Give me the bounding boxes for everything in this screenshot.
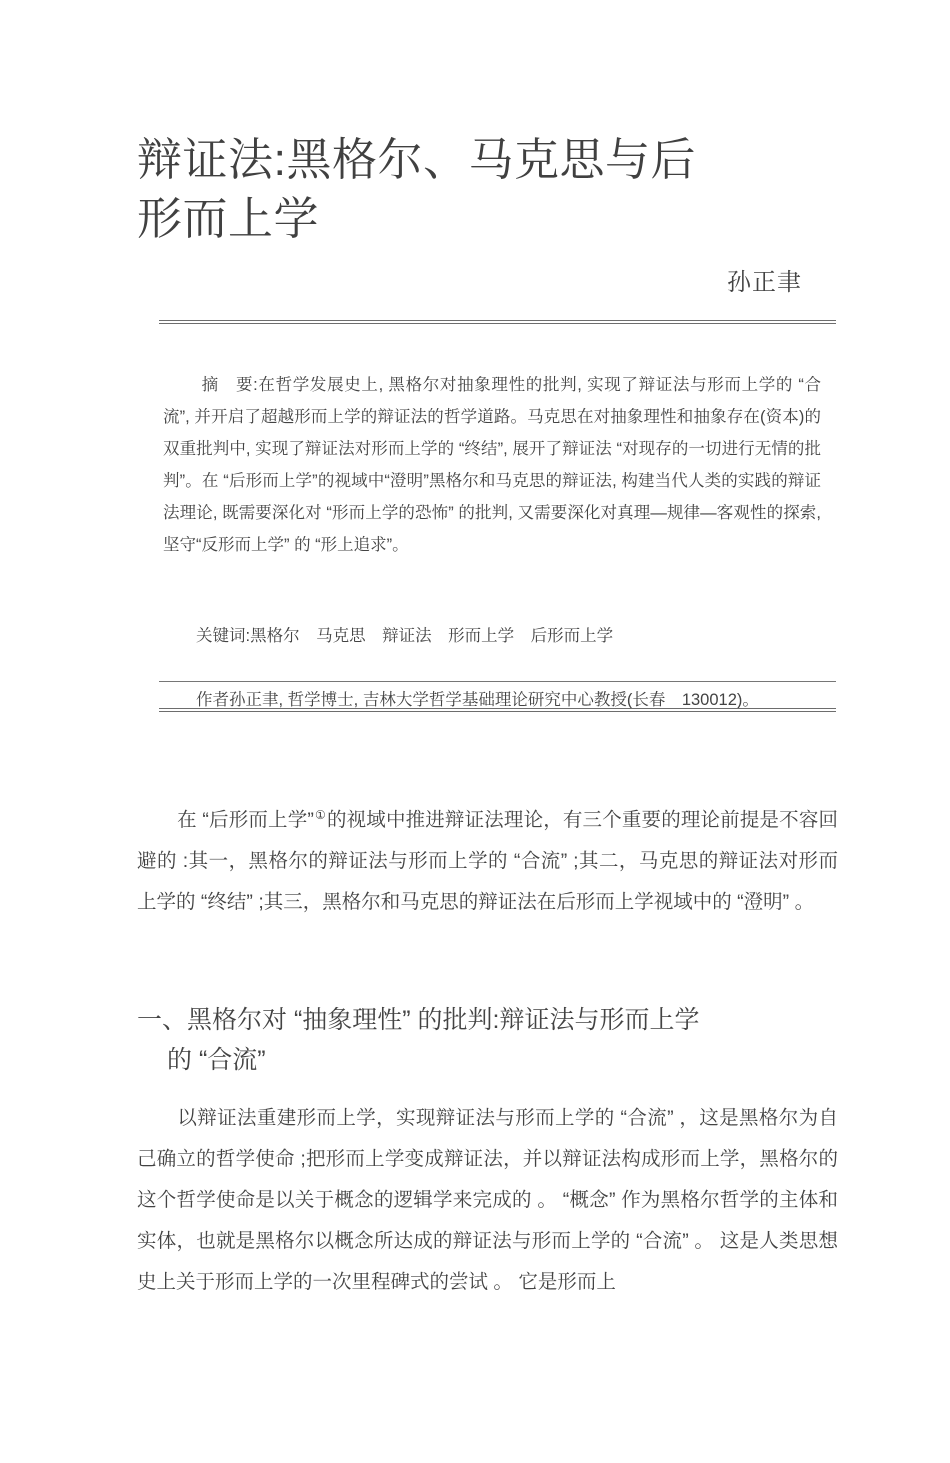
body-paragraph-1	[137, 800, 838, 923]
abstract-bottom-rule	[159, 708, 836, 712]
footnote-marker[interactable]: ①	[314, 807, 326, 822]
body-intro-block	[137, 800, 838, 923]
title-line-1: 辩证法:黑格尔、马克思与后	[137, 134, 697, 185]
affiliation-top-rule	[159, 681, 836, 682]
intro-lead-text: 在 “后形而上学”	[177, 809, 314, 831]
intro-rest-text: 的视域中推进辩证法理论，有三个重要的理论前提是不容回避的 :其一，黑格尔的辩证法与形而上学的 “合流” ;其二，马克思的辩证法对形而上学的 “终结” ;其三，黑格尔和马克思的辩证法在后形而上学视域中的 “澄明” 。	[137, 809, 838, 913]
keywords-line: 关键词:黑格尔 马克思 辩证法 形而上学 后形而上学	[196, 627, 614, 645]
body-section-block	[137, 1098, 838, 1303]
section-heading-line-2: 的 “合流”	[167, 1046, 266, 1074]
body-paragraph-2	[137, 1098, 838, 1303]
section-heading-line-1: 一、黑格尔对 “抽象理性” 的批判:辩证法与形而上学	[137, 1006, 700, 1034]
page-title	[137, 131, 837, 248]
body-paragraph-2-text: 以辩证法重建形而上学，实现辩证法与形而上学的 “合流” ，这是黑格尔为自己确立的哲学使命 ;把形而上学变成辩证法，并以辩证法构成形而上学，黑格尔的这个哲学使命是以关于概念的逻辑学来完成的 。 “概念” 作为黑格尔哲学的主体和实体，也就是黑格尔以概念所达成的辩证法与形而上学的 “合流” 。 这是人类思想史上关于形而上学的一次里程碑式的尝试 。 它是形而上	[137, 1107, 838, 1293]
header-divider-rule	[159, 320, 836, 324]
abstract-paragraph	[163, 369, 821, 561]
author-affiliation: 作者孙正聿, 哲学博士, 吉林大学哲学基础理论研究中心教授(长春 130012)。	[196, 691, 759, 709]
title-block	[137, 131, 837, 297]
abstract-block	[163, 369, 821, 561]
author-name: 孙正聿	[727, 269, 802, 296]
abstract-label: 摘 要:	[201, 376, 258, 394]
abstract-body: 在哲学发展史上, 黑格尔对抽象理性的批判, 实现了辩证法与形而上学的 “合流”, 并开启了超越形而上学的辩证法的哲学道路。马克思在对抽象理性和抽象存在(资本)的双重批判中, 实现了辩证法对形而上学的 “终结”, 展开了辩证法 “对现存的一切进行无情的批判”。在 “后形而上学”的视域中“澄明”黑格尔和马克思的辩证法, 构建当代人类的实践的辩证法理论, 既需要深化对 “形而上学的恐怖” 的批判, 又需要深化对真理—规律—客观性的探索, 坚守“反形而上学” 的 “形上追求”。	[163, 376, 821, 554]
title-line-2: 形而上学	[137, 192, 320, 244]
section-heading-1	[137, 1000, 843, 1080]
